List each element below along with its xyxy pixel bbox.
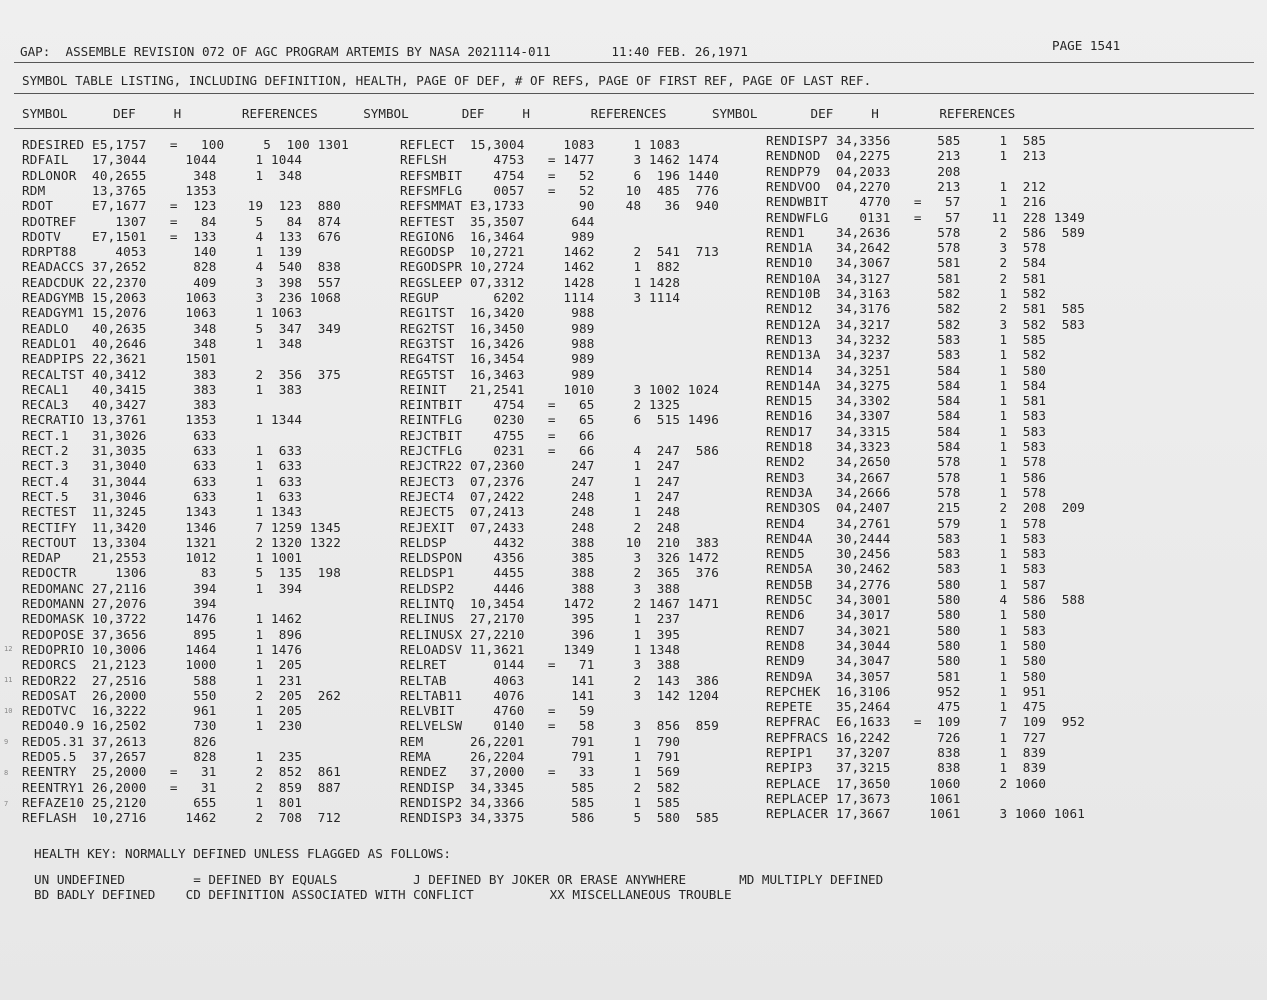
symbol-row: REDOR22 27,2516 588 1 231 [22,672,303,688]
symbol-row: REGODSP 10,2721 1462 2 541 713 [400,244,720,260]
symbol-row: REG5TST 16,3463 989 [400,366,595,382]
symbol-row: REJECT3 07,2376 247 1 247 [400,473,681,489]
symbol-row: RENDISP3 34,3375 586 5 580 585 [400,810,720,826]
symbol-row: READACCS 37,2652 828 4 540 838 [22,259,342,275]
symbol-row: REDOTVC 16,3222 961 1 205 [22,703,303,719]
symbol-row: REND16 34,3307 584 1 583 [766,408,1047,424]
symbol-row: REFSMBIT 4754 = 52 6 196 1440 [400,167,720,183]
symbol-row: REND5B 34,2776 580 1 587 [766,576,1047,592]
symbol-row: RELTAB 4063 141 2 143 386 [400,672,720,688]
symbol-row: REINTBIT 4754 = 65 2 1325 [400,397,681,413]
symbol-row: RENDNOD 04,2275 213 1 213 [766,148,1047,164]
symbol-row: REPFRAC E6,1633 = 109 7 109 952 [766,714,1086,730]
symbol-row: REM 26,2201 791 1 790 [400,733,681,749]
symbol-row: REND10A 34,3127 581 2 581 [766,270,1047,286]
divider [14,128,1254,129]
symbol-row: READLO1 40,2646 348 1 348 [22,335,303,351]
symbol-row: RECT.5 31,3046 633 1 633 [22,488,303,504]
symbol-row: REGSLEEP 07,3312 1428 1 1428 [400,274,681,290]
symbol-row: REND2 34,2650 578 1 578 [766,454,1047,470]
symbol-row: REFLSH 4753 = 1477 3 1462 1474 [400,152,720,168]
margin-mark: 11 [4,676,13,684]
symbol-row: RENDEZ 37,2000 = 33 1 569 [400,764,681,780]
symbol-row: REPLACER 17,3667 1061 3 1060 1061 [766,806,1086,822]
symbol-row: REND9 34,3047 580 1 580 [766,653,1047,669]
symbol-row: REG4TST 16,3454 989 [400,351,595,367]
symbol-row: RECTEST 11,3245 1343 1 1343 [22,504,303,520]
symbol-row: RELVELSW 0140 = 58 3 856 859 [400,718,720,734]
symbol-row: RDESIRED E5,1757 = 100 5 100 1301 [22,137,349,152]
symbol-row: REFLECT 15,3004 1083 1 1083 [400,137,681,152]
symbol-row: RECTOUT 13,3304 1321 2 1320 1322 [22,534,342,550]
symbol-row: REFLASH 10,2716 1462 2 708 712 [22,810,342,826]
symbol-row: REND13A 34,3237 583 1 582 [766,347,1047,363]
symbol-row: RECT.3 31,3040 633 1 633 [22,458,303,474]
symbol-row: REFTEST 35,3507 644 [400,213,595,229]
symbol-row: REPIP3 37,3215 838 1 839 [766,760,1047,776]
symbol-row: RENDVOO 04,2270 213 1 212 [766,178,1047,194]
symbol-row: RECT.2 31,3035 633 1 633 [22,443,303,458]
symbol-row: REPFRACS 16,2242 726 1 727 [766,729,1047,745]
symbol-row: RENDISP7 34,3356 585 1 585 [766,133,1047,148]
symbol-row: RELINUS 27,2170 395 1 237 [400,611,681,627]
symbol-row: REPCHEK 16,3106 952 1 951 [766,683,1047,699]
health-key-row-2: BD BADLY DEFINED CD DEFINITION ASSOCIATED WITH CONFLICT XX MISCELLANEOUS TROUBLE [34,887,732,902]
symbol-row: RELRET 0144 = 71 3 388 [400,657,681,673]
symbol-row: RENDP79 04,2033 208 [766,163,961,179]
symbol-row: RDOTV E7,1501 = 133 4 133 676 [22,228,342,244]
symbol-row: REND6 34,3017 580 1 580 [766,607,1047,623]
symbol-row: READGYM1 15,2076 1063 1 1063 [22,305,303,321]
symbol-row: REJCTR22 07,2360 247 1 247 [400,458,681,474]
listing-description: SYMBOL TABLE LISTING, INCLUDING DEFINITION, HEALTH, PAGE OF DEF, # OF REFS, PAGE OF FIRST REF, PAGE OF LAST REF. [22,73,872,88]
symbol-row: REJECT5 07,2413 248 1 248 [400,504,681,520]
symbol-row: REFAZE10 25,2120 655 1 801 [22,794,303,810]
symbol-row: REND18 34,3323 584 1 583 [766,439,1047,454]
symbol-row: REDOSAT 26,2000 550 2 205 262 [22,687,342,703]
symbol-row: RECTIFY 11,3420 1346 7 1259 1345 [22,519,342,535]
symbol-row: REND1 34,2636 578 2 586 589 [766,224,1086,240]
symbol-row: REND8 34,3044 580 1 580 [766,637,1047,653]
symbol-row: REND12A 34,3217 582 3 582 583 [766,316,1086,332]
symbol-row: REGION6 16,3464 989 [400,228,595,244]
symbol-row: RECRATIO 13,3761 1353 1 1344 [22,412,303,428]
symbol-row: RELDSPON 4356 385 3 326 1472 [400,550,720,566]
symbol-row: REND9A 34,3057 581 1 580 [766,668,1047,684]
symbol-row: RDLONOR 40,2655 348 1 348 [22,167,303,183]
symbol-row: REDOPOSE 37,3656 895 1 896 [22,626,303,642]
symbol-row: REND5C 34,3001 580 4 586 588 [766,592,1086,607]
symbol-row: REGODSPR 10,2724 1462 1 882 [400,259,681,275]
symbol-row: RENDISP 34,3345 585 2 582 [400,779,681,795]
symbol-row: REGUP 6202 1114 3 1114 [400,290,681,305]
divider [14,93,1254,94]
symbol-row: REJECT4 07,2422 248 1 247 [400,488,681,504]
symbol-row: REJEXIT 07,2433 248 2 248 [400,519,681,535]
symbol-row: READCDUK 22,2370 409 3 398 557 [22,274,342,290]
margin-mark: 7 [4,800,9,808]
symbol-row: REND12 34,3176 582 2 581 585 [766,301,1086,317]
margin-mark: 9 [4,738,9,746]
symbol-row: REND3 34,2667 578 1 586 [766,469,1047,485]
symbol-row: RECT.4 31,3044 633 1 633 [22,473,303,489]
symbol-row: RELINUSX 27,2210 396 1 395 [400,626,681,642]
symbol-row: REND15 34,3302 584 1 581 [766,393,1047,409]
symbol-row: RECAL1 40,3415 383 1 383 [22,381,303,397]
margin-mark: 8 [4,769,9,777]
symbol-row: REND10B 34,3163 582 1 582 [766,286,1047,301]
symbol-row: REDO5.31 37,2613 826 [22,733,217,749]
symbol-row: REG2TST 16,3450 989 [400,320,595,336]
symbol-row: REPLACEP 17,3673 1061 [766,790,961,806]
symbol-row: RELTAB11 4076 141 3 142 1204 [400,687,720,703]
health-key-title: HEALTH KEY: NORMALLY DEFINED UNLESS FLAGGED AS FOLLOWS: [34,846,452,861]
symbol-row: REPLACE 17,3650 1060 2 1060 [766,775,1047,791]
symbol-row: RENDWBIT 4770 = 57 1 216 [766,194,1047,210]
symbol-row: REENTRY 25,2000 = 31 2 852 861 [22,764,342,780]
symbol-row: REG1TST 16,3420 988 [400,305,595,321]
symbol-row: REDOMANC 27,2116 394 1 394 [22,580,303,596]
symbol-row: REND7 34,3021 580 1 583 [766,622,1047,638]
symbol-row: RDRPT88 4053 140 1 139 [22,244,303,260]
divider [14,62,1254,63]
symbol-row: RENDISP2 34,3366 585 1 585 [400,794,681,810]
symbol-row: RDOT E7,1677 = 123 19 123 880 [22,198,342,214]
symbol-row: REFSMMAT E3,1733 90 48 36 940 [400,198,720,214]
symbol-row: REDOMASK 10,3722 1476 1 1462 [22,611,303,627]
symbol-row: RDM 13,3765 1353 [22,182,217,198]
symbol-row: REND4A 30,2444 583 1 583 [766,530,1047,546]
symbol-row: REND14 34,3251 584 1 580 [766,362,1047,378]
symbol-row: REND17 34,3315 584 1 583 [766,423,1047,439]
symbol-row: RELOADSV 11,3621 1349 1 1348 [400,641,681,657]
symbol-row: RELDSP 4432 388 10 210 383 [400,534,720,550]
symbol-row: RELDSP1 4455 388 2 365 376 [400,565,720,581]
symbol-row: REND10 34,3067 581 2 584 [766,255,1047,271]
symbol-row: REND14A 34,3275 584 1 584 [766,377,1047,393]
symbol-row: REND5 30,2456 583 1 583 [766,546,1047,562]
symbol-row: RECAL3 40,3427 383 [22,397,217,413]
symbol-row: REDOCTR 1306 83 5 135 198 [22,565,342,581]
symbol-row: REDO40.9 16,2502 730 1 230 [22,718,303,734]
symbol-row: REINIT 21,2541 1010 3 1002 1024 [400,381,720,397]
symbol-row: READGYMB 15,2063 1063 3 236 1068 [22,290,342,305]
symbol-row: REND3A 34,2666 578 1 578 [766,484,1047,500]
column-headers: SYMBOL DEF H REFERENCES SYMBOL DEF H REFERENCES SYMBOL DEF H REFERENCES [22,106,1016,121]
header-title: GAP: ASSEMBLE REVISION 072 OF AGC PROGRAM ARTEMIS BY NASA 2021114-011 11:40 FEB. 26,1971 [20,44,748,59]
symbol-row: REMA 26,2204 791 1 791 [400,749,681,764]
symbol-row: REND5A 30,2462 583 1 583 [766,561,1047,577]
symbol-row: REFSMFLG 0057 = 52 10 485 776 [400,182,720,198]
symbol-row: REDORCS 21,2123 1000 1 205 [22,657,303,673]
margin-mark: 10 [4,707,13,715]
symbol-row: REJCTBIT 4755 = 66 [400,427,595,443]
symbol-row: READPIPS 22,3621 1501 [22,351,217,367]
symbol-row: REENTRY1 26,2000 = 31 2 859 887 [22,779,342,795]
symbol-row: REPIP1 37,3207 838 1 839 [766,745,1047,760]
symbol-row: REJCTFLG 0231 = 66 4 247 586 [400,443,720,458]
symbol-row: REND4 34,2761 579 1 578 [766,515,1047,531]
symbol-row: RECT.1 31,3026 633 [22,427,217,443]
symbol-row: REDOPRIO 10,3006 1464 1 1476 [22,641,303,657]
symbol-row: RELVBIT 4760 = 59 [400,703,595,719]
symbol-row: REPETE 35,2464 475 1 475 [766,699,1047,715]
symbol-row: RDOTREF 1307 = 84 5 84 874 [22,213,342,229]
symbol-row: REDOMANN 27,2076 394 [22,596,217,611]
symbol-row: RELDSP2 4446 388 3 388 [400,580,681,596]
health-key-row-1: UN UNDEFINED = DEFINED BY EQUALS J DEFINED BY JOKER OR ERASE ANYWHERE MD MULTIPLY DEFINED [34,872,884,887]
symbol-row: REINTFLG 0230 = 65 6 515 1496 [400,412,720,428]
symbol-row: RDFAIL 17,3044 1044 1 1044 [22,152,303,168]
symbol-row: REG3TST 16,3426 988 [400,335,595,351]
symbol-row: READLO 40,2635 348 5 347 349 [22,320,342,336]
symbol-row: RENDWFLG 0131 = 57 11 228 1349 [766,209,1086,225]
symbol-row: REND3OS 04,2407 215 2 208 209 [766,500,1086,516]
symbol-row: RELINTQ 10,3454 1472 2 1467 1471 [400,596,720,611]
page-number: PAGE 1541 [1052,38,1121,53]
symbol-row: REND1A 34,2642 578 3 578 [766,240,1047,256]
symbol-row: REDO5.5 37,2657 828 1 235 [22,749,303,764]
symbol-row: RECALTST 40,3412 383 2 356 375 [22,366,342,382]
symbol-row: REND13 34,3232 583 1 585 [766,331,1047,347]
symbol-row: REDAP 21,2553 1012 1 1001 [22,550,303,566]
margin-mark: 12 [4,645,13,653]
